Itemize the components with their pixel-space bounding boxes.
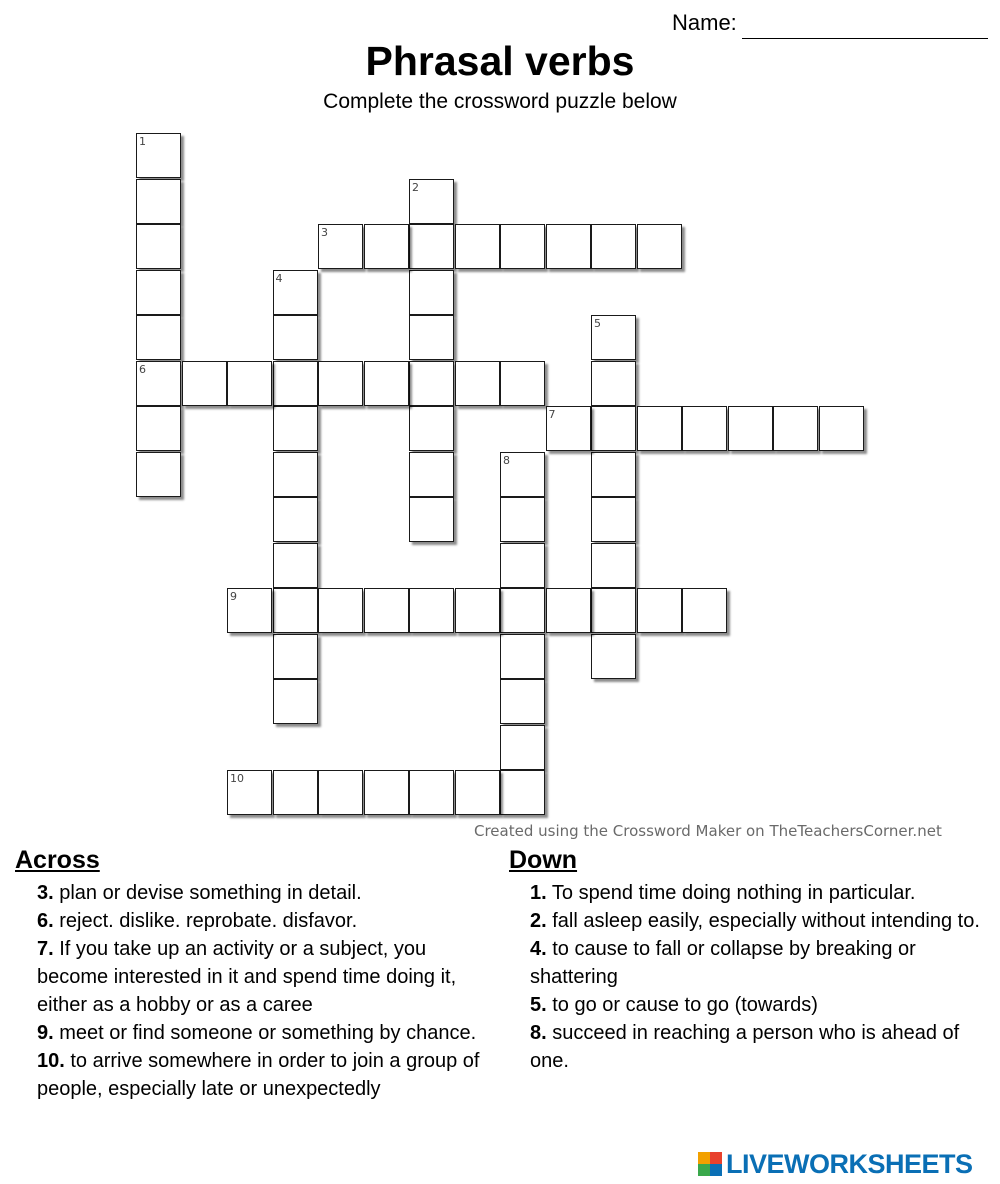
crossword-cell[interactable] [728, 406, 773, 451]
crossword-cell[interactable] [273, 361, 318, 406]
down-clue-list [530, 879, 990, 1075]
crossword-cell[interactable] [227, 361, 272, 406]
crossword-cell[interactable] [637, 406, 682, 451]
clue-item-text: plan or devise something in detail. [53, 882, 362, 904]
crossword-cell[interactable] [273, 770, 318, 815]
crossword-cell[interactable] [136, 270, 181, 315]
crossword-cell[interactable] [273, 543, 318, 588]
page-subtitle: Complete the crossword puzzle below [323, 90, 677, 113]
crossword-cell[interactable] [409, 179, 454, 224]
clue-number: 4 [275, 271, 283, 285]
clue-number: 1 [139, 135, 146, 148]
crossword-cell[interactable] [364, 361, 409, 406]
crossword-cell[interactable] [409, 588, 454, 633]
crossword-cell[interactable] [819, 406, 864, 451]
clue-item [530, 1019, 990, 1075]
crossword-cell[interactable] [273, 406, 318, 451]
crossword-cell[interactable] [500, 361, 545, 406]
clue-number: 6 [139, 362, 146, 376]
liveworksheets-logo [698, 1147, 973, 1181]
clue-item-text: To spend time doing nothing in particular. [546, 882, 916, 904]
clue-item-number: 7. [37, 938, 54, 960]
clue-number: 7 [548, 408, 556, 421]
crossword-cell[interactable] [500, 770, 545, 815]
crossword-cell[interactable] [273, 497, 318, 542]
clue-item [37, 1047, 502, 1103]
crossword-cell[interactable] [637, 588, 682, 633]
clue-item-number: 8. [530, 1022, 547, 1044]
clue-item [37, 1019, 502, 1047]
crossword-cell[interactable] [591, 315, 636, 360]
down-heading: Down [509, 846, 578, 874]
clue-number: 2 [412, 180, 419, 194]
crossword-cell[interactable] [136, 224, 181, 269]
crossword-cell[interactable] [591, 224, 636, 269]
clue-item-text: meet or find someone or something by chance. [53, 1022, 477, 1044]
crossword-cell[interactable] [500, 634, 545, 679]
crossword-cell[interactable] [591, 543, 636, 588]
crossword-cell[interactable] [682, 406, 727, 451]
crossword-cell[interactable] [455, 361, 500, 406]
clue-item-number: 10. [37, 1050, 65, 1072]
clue-number: 8 [503, 453, 510, 467]
logo-square [698, 1152, 710, 1164]
crossword-cell[interactable] [591, 406, 636, 451]
crossword-cell[interactable] [500, 224, 545, 269]
clue-item-number: 1. [530, 882, 547, 904]
crossword-cell[interactable] [273, 634, 318, 679]
crossword-cell[interactable] [273, 452, 318, 497]
crossword-cell[interactable] [136, 179, 181, 224]
clue-item [530, 991, 990, 1019]
clue-item-text: to arrive somewhere in order to join a group of people, especially late or unexpectedly [37, 1050, 480, 1100]
crossword-cell[interactable] [136, 452, 181, 497]
crossword-cell[interactable] [136, 361, 181, 406]
clue-item-number: 6. [37, 910, 54, 932]
crossword-cell[interactable] [273, 679, 318, 724]
crossword-cell[interactable] [500, 588, 545, 633]
crossword-cell[interactable] [273, 270, 318, 315]
clue-item-number: 4. [530, 938, 547, 960]
crossword-cell[interactable] [318, 224, 363, 269]
clue-number: 3 [321, 226, 328, 239]
clue-item-number: 3. [37, 882, 54, 904]
clue-item-text: to go or cause to go (towards) [546, 994, 818, 1016]
crossword-cell[interactable] [591, 634, 636, 679]
crossword-cell[interactable] [546, 406, 591, 451]
crossword-cell[interactable] [455, 770, 500, 815]
clue-item-text: fall asleep easily, especially without intending to. [546, 910, 980, 932]
crossword-cell[interactable] [500, 543, 545, 588]
crossword-cell[interactable] [409, 361, 454, 406]
credit-text: Created using the Crossword Maker on TheTeachersCorner.net [474, 822, 942, 840]
clue-item-text: to cause to fall or collapse by breaking or shattering [530, 938, 916, 988]
crossword-cell[interactable] [455, 224, 500, 269]
crossword-cell[interactable] [591, 452, 636, 497]
clue-number: 9 [230, 590, 237, 603]
clue-item [37, 907, 502, 935]
crossword-cell[interactable] [591, 588, 636, 633]
crossword-cell[interactable] [364, 770, 409, 815]
crossword-cell[interactable] [500, 679, 545, 724]
crossword-cell[interactable] [591, 361, 636, 406]
crossword-cell[interactable] [227, 770, 272, 815]
crossword-cell[interactable] [136, 406, 181, 451]
liveworksheets-logo-icon [698, 1152, 722, 1176]
clue-item [530, 935, 990, 991]
crossword-cell[interactable] [409, 270, 454, 315]
logo-square [710, 1152, 722, 1164]
crossword-cell[interactable] [546, 224, 591, 269]
crossword-cell[interactable] [455, 588, 500, 633]
crossword-cell[interactable] [318, 361, 363, 406]
crossword-cell[interactable] [682, 588, 727, 633]
clue-item-number: 9. [37, 1022, 54, 1044]
clue-item [37, 879, 502, 907]
crossword-cell[interactable] [364, 588, 409, 633]
clue-item [37, 935, 502, 1019]
crossword-cell[interactable] [409, 315, 454, 360]
logo-text: LIVEWORKSHEETS [726, 1148, 973, 1179]
across-heading: Across [15, 846, 100, 874]
crossword-cell[interactable] [136, 133, 181, 178]
name-label: Name: [672, 10, 737, 35]
across-clue-list [37, 879, 502, 1103]
crossword-cell[interactable] [409, 452, 454, 497]
crossword-cell[interactable] [273, 315, 318, 360]
clue-item-text: If you take up an activity or a subject, you become interested in it and spend time doing it, either as a hobby or as a caree [37, 938, 457, 1016]
page-title: Phrasal verbs [365, 38, 635, 84]
crossword-cell[interactable] [364, 224, 409, 269]
clue-item [530, 879, 990, 907]
crossword-cell[interactable] [500, 452, 545, 497]
crossword-cell[interactable] [409, 224, 454, 269]
crossword-cell[interactable] [409, 497, 454, 542]
clue-number: 10 [230, 772, 244, 785]
crossword-cell[interactable] [318, 588, 363, 633]
logo-square [710, 1164, 722, 1176]
crossword-cell[interactable] [546, 588, 591, 633]
crossword-cell[interactable] [227, 588, 272, 633]
crossword-cell[interactable] [182, 361, 227, 406]
crossword-cell[interactable] [273, 588, 318, 633]
logo-square [698, 1164, 710, 1176]
clue-item-number: 2. [530, 910, 547, 932]
clue-item-text: reject. dislike. reprobate. disfavor. [53, 910, 358, 932]
crossword-cell[interactable] [591, 497, 636, 542]
crossword-cell[interactable] [409, 406, 454, 451]
crossword-cell[interactable] [500, 725, 545, 770]
crossword-cell[interactable] [773, 406, 818, 451]
clue-item-number: 5. [530, 994, 547, 1016]
crossword-cell[interactable] [318, 770, 363, 815]
clue-number: 5 [594, 317, 601, 330]
crossword-cell[interactable] [637, 224, 682, 269]
crossword-cell[interactable] [136, 315, 181, 360]
clue-item [530, 907, 990, 935]
clue-item-text: succeed in reaching a person who is ahead of one. [530, 1022, 960, 1072]
crossword-cell[interactable] [500, 497, 545, 542]
crossword-cell[interactable] [409, 770, 454, 815]
